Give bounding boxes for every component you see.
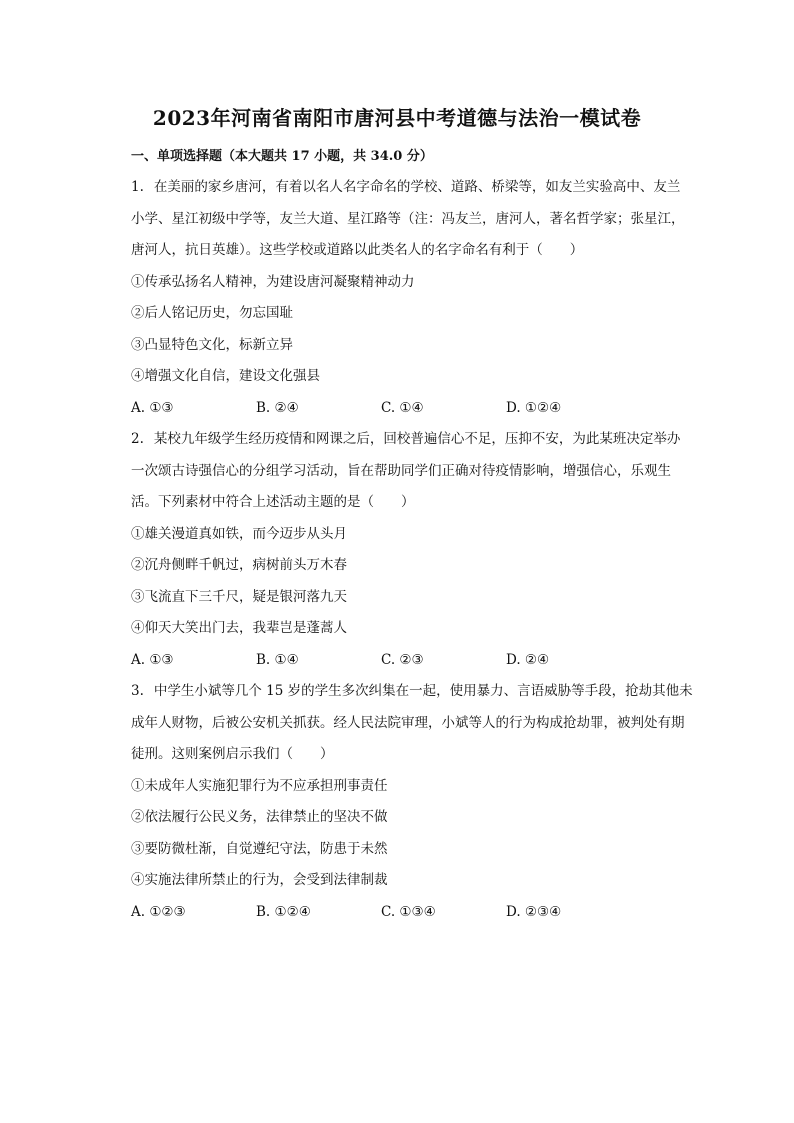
option-d: D. ②③④ [506, 903, 562, 920]
answer-options [131, 645, 693, 677]
page-title: 2023年河南省南阳市唐河县中考道德与法治一模试卷 [152, 106, 642, 130]
option-b: B. ①④ [256, 651, 299, 668]
answer-options [131, 897, 693, 929]
question-number: 3. [131, 683, 144, 699]
option-a: A. ①③ [131, 399, 174, 416]
option-d: D. ①②④ [506, 399, 562, 416]
question-number: 1. [131, 179, 144, 195]
question-item: ④实施法律所禁止的行为，会受到法律制裁 [131, 872, 388, 888]
option-c: C. ②③ [381, 651, 424, 668]
question-item: ③飞流直下三千尺，疑是银河落九天 [131, 588, 347, 605]
question-stem [131, 172, 693, 267]
option-c: C. ①④ [381, 399, 424, 416]
question-item: ③凸显特色文化，标新立异 [131, 336, 293, 353]
question-item: ①传承弘扬名人精神，为建设唐河凝聚精神动力 [131, 273, 415, 290]
question-item: ②后人铭记历史，勿忘国耻 [131, 305, 293, 321]
question-1 [131, 172, 693, 424]
option-d: D. ②④ [506, 651, 550, 668]
question-item: ②依法履行公民义务，法律禁止的坚决不做 [131, 809, 388, 825]
question-text: 在美丽的家乡唐河，有着以名人名字命名的学校、道路、桥梁等，如友兰实验高中、友兰小学、星江初级中学等，友兰大道、星江路等（注：冯友兰，唐河人，著名哲学家；张星江，唐河人，抗日英雄）。这些学校或道路以此类名人的名字命名有利于（ ） [131, 179, 685, 258]
question-item: ①未成年人实施犯罪行为不应承担刑事责任 [131, 777, 388, 794]
question-item: ③要防微杜渐，自觉遵纪守法，防患于未然 [131, 840, 388, 857]
option-a: A. ①③ [131, 651, 174, 668]
question-item: ④增强文化自信，建设文化强县 [131, 368, 320, 384]
answer-options [131, 393, 693, 425]
question-item: ④仰天大笑出门去，我辈岂是蓬蒿人 [131, 620, 347, 636]
option-a: A. ①②③ [131, 903, 186, 920]
question-3 [131, 676, 693, 928]
question-2 [131, 424, 693, 676]
section-header: 一、单项选择题（本大题共 17 小题，共 34.0 分） [131, 149, 433, 164]
question-text: 某校九年级学生经历疫情和网课之后，回校普遍信心不足，压抑不安，为此某班决定举办一次颂古诗强信心的分组学习活动，旨在帮助同学们正确对待疫情影响，增强信心，乐观生活。下列素材中符合上述活动主题的是（ ） [131, 431, 681, 510]
question-stem [131, 676, 693, 771]
question-text: 中学生小斌等几个 15 岁的学生多次纠集在一起，使用暴力、言语威胁等手段，抢劫其他未成年人财物，后被公安机关抓获。经人民法院审理，小斌等人的行为构成抢劫罪，被判处有期徒刑。这则案例启示我们（ ） [131, 683, 693, 762]
question-item: ①雄关漫道真如铁，而今迈步从头月 [131, 525, 347, 542]
question-number: 2. [131, 431, 144, 447]
question-stem [131, 424, 693, 519]
question-item: ②沉舟侧畔千帆过，病树前头万木春 [131, 557, 347, 573]
question-list [131, 172, 693, 928]
option-c: C. ①③④ [381, 903, 436, 920]
option-b: B. ①②④ [256, 903, 311, 920]
option-b: B. ②④ [256, 399, 299, 416]
